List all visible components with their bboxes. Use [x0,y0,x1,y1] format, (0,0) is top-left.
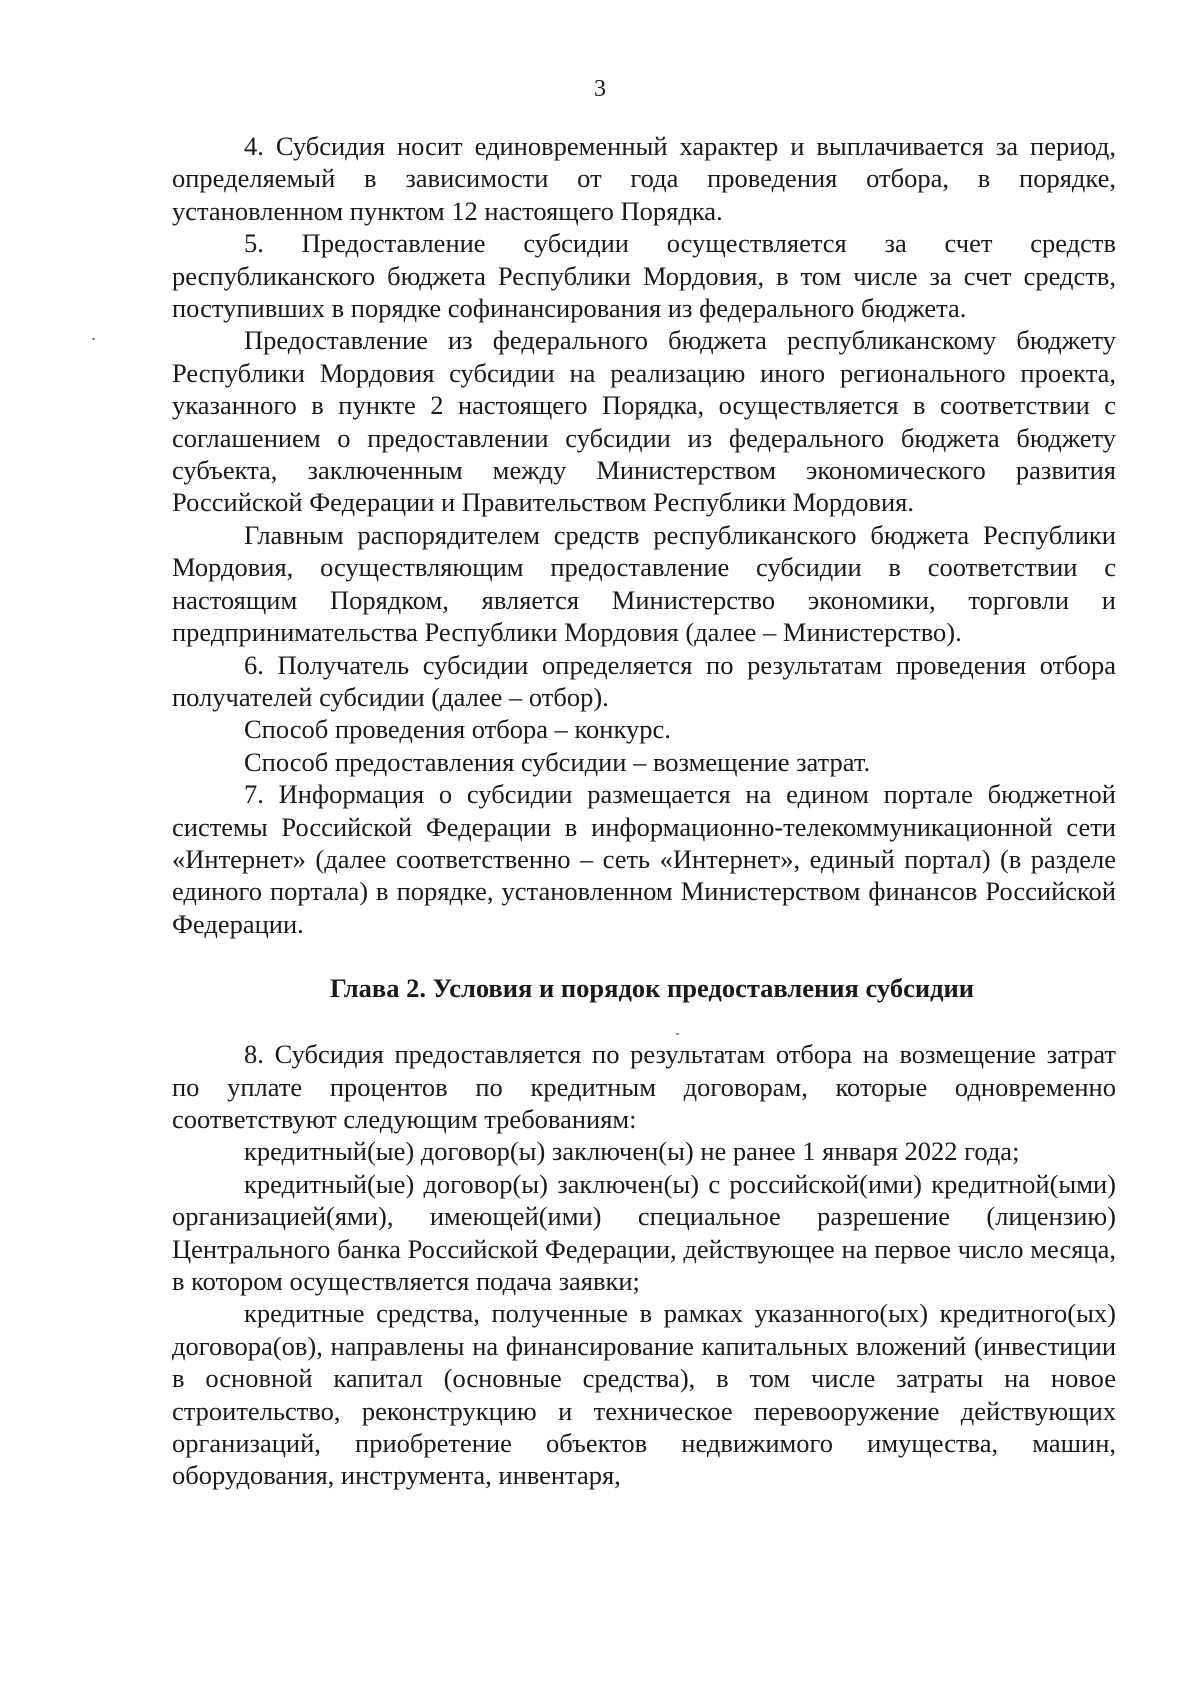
paragraph-selection-method: Способ проведения отбора – конкурс. [244,714,671,745]
requirement-credit-organization: кредитный(ые) договор(ы) заключен(ы) с российской(ими) кредитной(ыми) организацией(ями), имеющей(ими) специальное разрешение (лицензию) Центрального банка Российской Федерации, действующее на первое число месяца, в котором осуществляется подача заявки; [172,1168,1116,1296]
paragraph-5: 5. Предоставление субсидии осуществляется за счет средств республиканского бюджета Республики Мордовия, в том числе за счет средств, поступивших в порядке софинансирования из федерального бюджета. [172,228,1116,324]
paragraph-6: 6. Получатель субсидии определяется по результатам проведения отбора получателей субсидии (далее – отбор). [172,649,1116,712]
requirement-credit-funds: кредитные средства, полученные в рамках указанного(ых) кредитного(ых) договора(ов), направлены на финансирование капитальных вложений (инвестиции в основной капитал (основные средства), в том числе затраты на новое строительство, реконструкцию и техническое перевооружение действующих организаций, приобретение объектов недвижимого имущества, машин, оборудования, инструмента, инвентаря, [172,1298,1116,1491]
scan-speck [92,338,95,340]
paragraph-8: 8. Субсидия предоставляется по результатам отбора на возмещение затрат по уплате процентов по кредитным договорам, которые одновременно соответствуют следующим требованиям: [172,1039,1116,1134]
page-number: 3 [594,76,606,102]
document-body [172,130,1116,1492]
chapter-heading: Глава 2. Условия и порядок предоставления субсидии [329,973,975,1004]
requirement-date: кредитный(ые) договор(ы) заключен(ы) не ранее 1 января 2022 года; [244,1136,1020,1167]
paragraph-federal-budget: Предоставление из федерального бюджета республиканскому бюджету Республики Мордовия субсидии на реализацию иного регионального проекта, указанного в пункте 2 настоящего Порядка, осуществляется в соответствии с соглашением о предоставлении субсидии из федерального бюджета бюджету субъекта, заключенным между Министерством экономического развития Российской Федерации и Правительством Республики Мордовия. [172,325,1116,518]
scan-speck [676,1033,679,1035]
paragraph-7: 7. Информация о субсидии размещается на едином портале бюджетной системы Российской Федерации в информационно-телекоммуникационной сети «Интернет» (далее соответственно – сеть «Интернет», единый портал) (в разделе единого портала) в порядке, установленном Министерством финансов Российской Федерации. [172,779,1116,939]
paragraph-provision-method: Способ предоставления субсидии – возмещение затрат. [244,746,871,777]
paragraph-4: 4. Субсидия носит единовременный характер и выплачивается за период, определяемый в зависимости от года проведения отбора, в порядке, установленном пунктом 12 настоящего Порядка. [172,131,1116,226]
paragraph-main-administrator: Главным распорядителем средств республиканского бюджета Республики Мордовия, осуществляющим предоставление субсидии в соответствии с настоящим Порядком, является Министерство экономики, торговли и предпринимательства Республики Мордовия (далее – Министерство). [172,519,1116,648]
